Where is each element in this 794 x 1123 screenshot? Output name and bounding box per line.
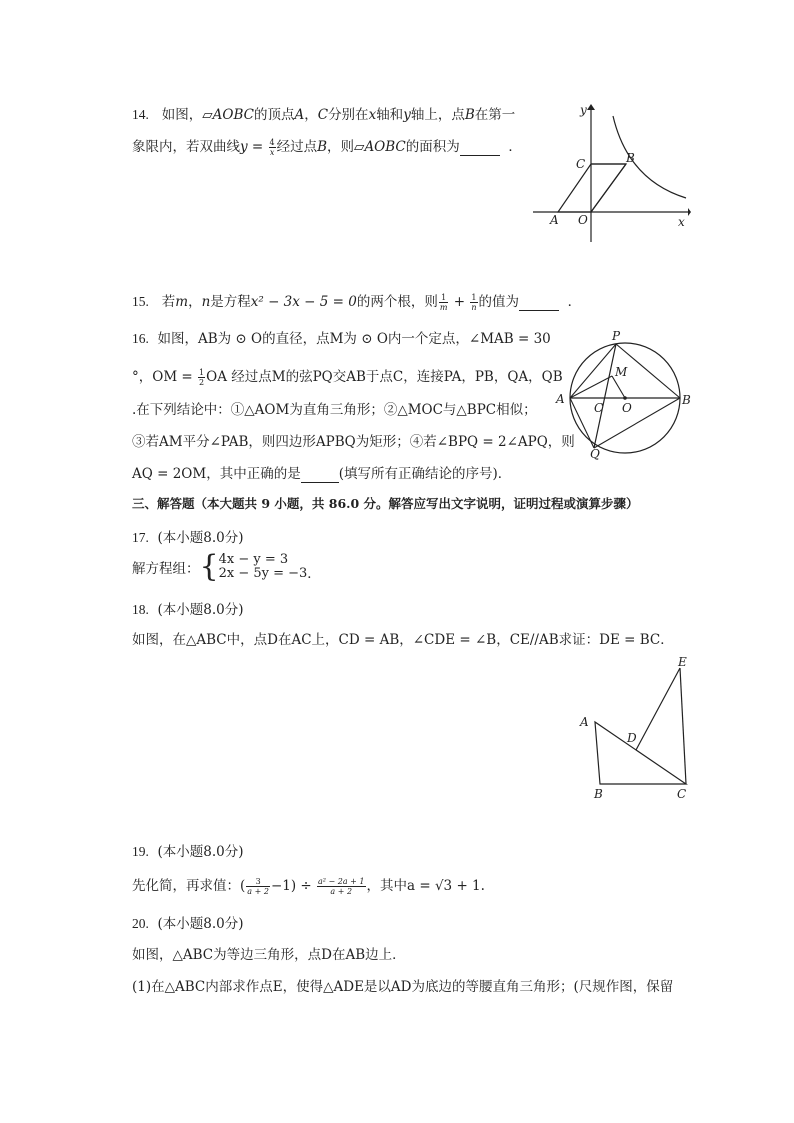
label-b: B bbox=[594, 787, 603, 801]
q14-number: 14. bbox=[132, 107, 149, 122]
answer-blank-14[interactable] bbox=[460, 139, 500, 156]
q18-text: 如图，在△ABC中，点D在AC上，CD = AB，∠CDE = ∠B，CE//AB求证：DE = BC． bbox=[132, 632, 674, 648]
label-y: y bbox=[580, 103, 587, 117]
equation-system: 4x − y = 3 2x − 5y = −3 bbox=[218, 552, 308, 581]
q16-line1: 16. 如图，AB为 ⊙ O的直径，点M为 ⊙ O内一个定点，∠MAB = 30 bbox=[132, 331, 551, 347]
q17-body: 解方程组：{ 4x − y = 3 2x − 5y = −3 ． bbox=[132, 549, 321, 584]
q16-line4: ③若AM平分∠PAB，则四边形APBQ为矩形；④若∠BPQ = 2∠APQ，则 bbox=[132, 434, 575, 450]
segment-ec bbox=[680, 668, 686, 784]
label-o: O bbox=[578, 213, 588, 227]
label-m: M bbox=[615, 365, 628, 379]
label-d: D bbox=[627, 731, 637, 745]
q18-header: 18. (本小题8.0分) bbox=[132, 602, 244, 618]
triangle-abc bbox=[595, 722, 686, 784]
q20-header: 20. (本小题8.0分) bbox=[132, 916, 244, 932]
q14-fraction: $\frac{4}{x}$ bbox=[269, 138, 275, 157]
label-b: B bbox=[626, 151, 635, 165]
label-c: C bbox=[576, 157, 586, 171]
label-b: B bbox=[682, 393, 691, 407]
label-x: x bbox=[678, 215, 685, 229]
q20-line1: 如图，△ABC为等边三角形，点D在AB边上． bbox=[132, 947, 406, 963]
label-c: C bbox=[594, 401, 604, 415]
segment-de bbox=[636, 668, 680, 750]
section-3-header: 三、解答题（本大题共 9 小题，共 86.0 分。解答应写出文字说明，证明过程或演算步骤） bbox=[132, 496, 639, 511]
hyperbola-curve bbox=[613, 116, 686, 198]
q14-line2: 象限内，若双曲线y = $\frac{4}{x}$ 经过点B，则▱AOBC的面积为 ． bbox=[132, 138, 522, 157]
q14-figure bbox=[528, 100, 698, 250]
label-a: A bbox=[556, 392, 565, 406]
q16-line2: °，OM = $\frac{1}{2}$ OA 经过点M的弦PQ交AB于点C，连接PA，PB，QA，QB bbox=[132, 368, 563, 387]
parallelogram-aobc bbox=[558, 164, 626, 212]
q18-figure bbox=[570, 650, 700, 805]
q16-line5: AQ = 2OM，其中正确的是 (填写所有正确结论的序号)． bbox=[132, 466, 512, 482]
answer-blank-15[interactable] bbox=[519, 294, 559, 311]
answer-blank-16[interactable] bbox=[301, 466, 339, 483]
q17-header: 17. (本小题8.0分) bbox=[132, 530, 244, 546]
label-c: C bbox=[677, 787, 687, 801]
label-o: O bbox=[622, 401, 632, 415]
label-p: P bbox=[612, 330, 621, 343]
q19-body: 先化简，再求值：( $\frac{3}{a + 2}$ −1) ÷ $\frac{\text{a² − 2a + 1}}{a + 2}$ ，其中a = √3 + 1. bbox=[132, 877, 485, 896]
label-a: A bbox=[550, 213, 559, 227]
segment-mo bbox=[612, 376, 625, 398]
x-axis-arrow bbox=[688, 208, 691, 216]
q19-header: 19. (本小题8.0分) bbox=[132, 844, 244, 860]
label-a: A bbox=[580, 715, 589, 729]
y-axis-arrow bbox=[587, 104, 595, 110]
q15-line: 15. 若m，n是方程x² − 3x − 5 = 0的两个根，则 $\frac{1}{m}$ + $\frac{1}{n}$ 的值为 ． bbox=[132, 293, 582, 312]
label-q: Q bbox=[590, 447, 600, 460]
q16-figure bbox=[552, 330, 702, 460]
chord-pq bbox=[594, 344, 616, 448]
q20-line2: (1)在△ABC内部求作点E，使得△ADE是以AD为底边的等腰直角三角形；(尺规作图，保留 bbox=[132, 979, 674, 995]
q16-line3: .在下列结论中：①△AOM为直角三角形；②△MOC与△BPC相似； bbox=[132, 402, 537, 418]
label-e: E bbox=[678, 655, 687, 669]
q14-line1: 14. 如图，▱AOBC的顶点A，C分别在x轴和y轴上，点B在第一 bbox=[132, 107, 516, 123]
